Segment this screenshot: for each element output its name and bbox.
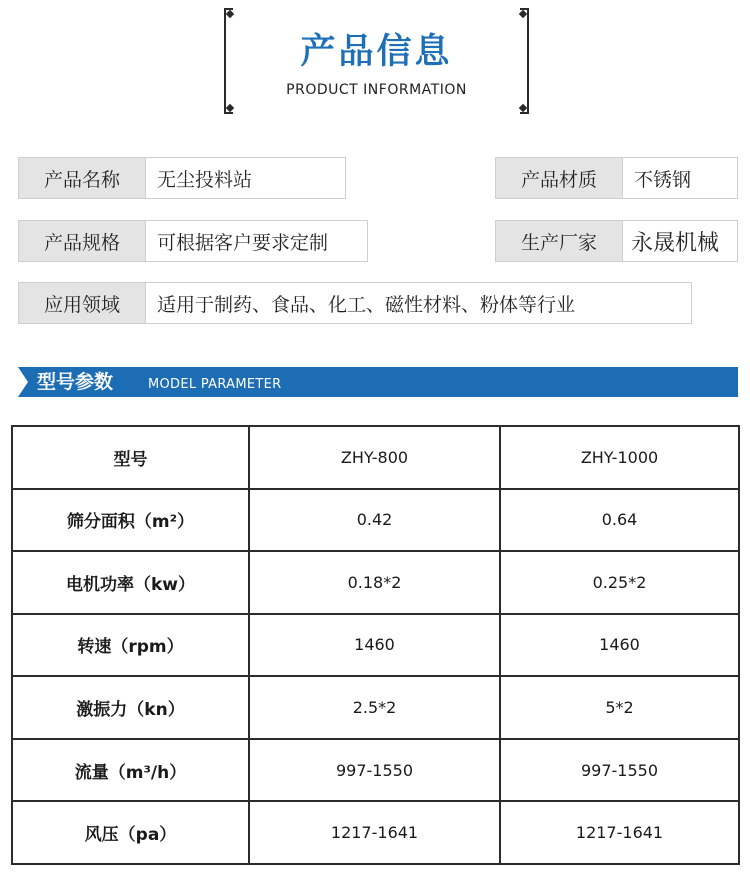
info-label: 产品名称 (18, 157, 146, 199)
table-cell: 0.64 (500, 489, 739, 552)
table-cell: 1217-1641 (500, 801, 739, 864)
table-row-label: 激振力（kn） (12, 676, 249, 739)
info-product-name (18, 157, 346, 199)
info-label: 产品材质 (495, 157, 623, 199)
table-cell: 1460 (249, 614, 500, 677)
info-label: 产品规格 (18, 220, 146, 262)
frame-corner-dot (226, 104, 234, 112)
section-bar (18, 367, 738, 397)
info-manufacturer (495, 220, 738, 262)
info-product-material (495, 157, 738, 199)
table-cell: 2.5*2 (249, 676, 500, 739)
info-value: 无尘投料站 (146, 157, 346, 199)
table-cell: 997-1550 (500, 739, 739, 802)
table-header-cell: ZHY-800 (249, 426, 500, 489)
table-cell: 997-1550 (249, 739, 500, 802)
table-header-cell: ZHY-1000 (500, 426, 739, 489)
table-row (12, 801, 739, 864)
table-cell: 5*2 (500, 676, 739, 739)
table-row (12, 739, 739, 802)
table-cell: 1460 (500, 614, 739, 677)
frame-corner-dot (519, 104, 527, 112)
frame-cap (224, 112, 233, 114)
table-header-row (12, 426, 739, 489)
table-row-label: 筛分面积（m²） (12, 489, 249, 552)
info-label: 生产厂家 (495, 220, 623, 262)
info-value: 适用于制药、食品、化工、磁性材料、粉体等行业 (146, 282, 692, 324)
frame-cap (520, 112, 529, 114)
table-row-label: 转速（rpm） (12, 614, 249, 677)
parameter-table (11, 425, 740, 865)
section-notch-icon (18, 367, 28, 397)
table-row (12, 551, 739, 614)
table-row-label: 电机功率（kw） (12, 551, 249, 614)
table-cell: 0.25*2 (500, 551, 739, 614)
info-application (18, 282, 692, 324)
frame-corner-dot (519, 10, 527, 18)
info-value: 可根据客户要求定制 (146, 220, 368, 262)
table-cell: 0.18*2 (249, 551, 500, 614)
table-cell: 1217-1641 (249, 801, 500, 864)
table-row (12, 614, 739, 677)
table-row-label: 流量（m³/h） (12, 739, 249, 802)
section-title: 型号参数 (37, 371, 114, 393)
page-subtitle: PRODUCT INFORMATION (286, 82, 467, 98)
table-row (12, 489, 739, 552)
section-subtitle: MODEL PARAMETER (148, 377, 282, 392)
page-title: 产品信息 (300, 32, 453, 72)
table-row-label: 风压（pa） (12, 801, 249, 864)
table-row (12, 676, 739, 739)
info-value: 不锈钢 (623, 157, 738, 199)
info-header-frame (224, 8, 529, 114)
info-product-spec (18, 220, 368, 262)
table-header-cell: 型号 (12, 426, 249, 489)
table-cell: 0.42 (249, 489, 500, 552)
info-value: 永晟机械 (623, 220, 738, 262)
frame-corner-dot (226, 10, 234, 18)
info-label: 应用领域 (18, 282, 146, 324)
